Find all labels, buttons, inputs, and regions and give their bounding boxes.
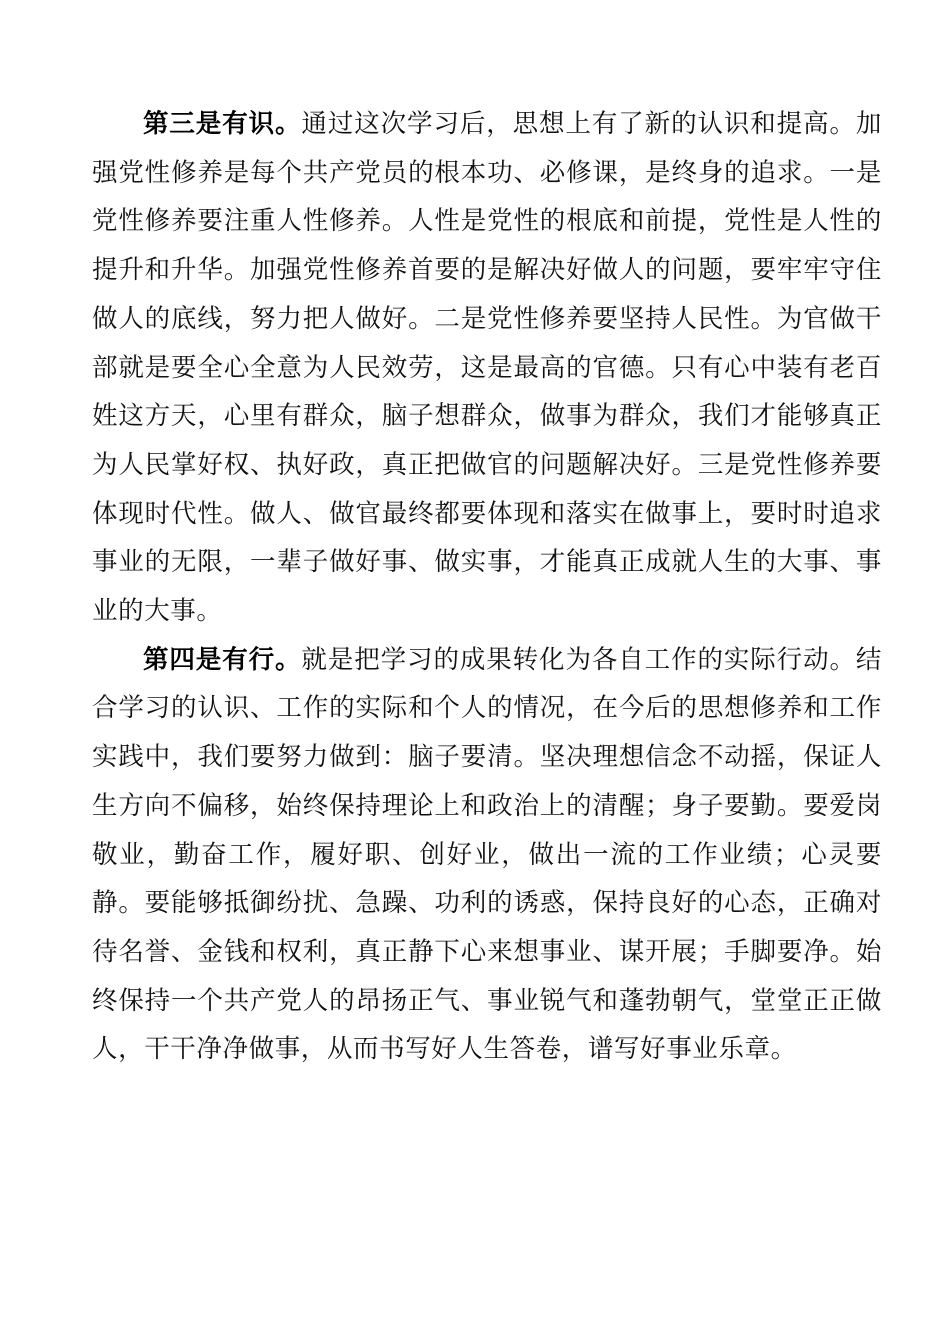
paragraph-text: 通过这次学习后，思想上有了新的认识和提高。加强党性修养是每个共产党员的根本功、必修课，是终身的追求。一是党性修养要注重人性修养。人性是党性的根底和前提，党性是人性的提升和升华。加强党性修养首要的是解决好做人的问题，要牢牢守住做人的底线，努力把人做好。二是党性修养要坚持人民性。为官做干部就是要全心全意为人民效劳，这是最高的官德。只有心中装有老百姓这方天，心里有群众，脑子想群众，做事为群众，我们才能够真正为人民掌好权、执好政，真正把做官的问题解决好。三是党性修养要体现时代性。做人、做官最终都要体现和落实在做事上，要时时追求事业的无限，一辈子做好事、做实事，才能真正成就人生的大事、事业的大事。	[92, 109, 882, 627]
paragraph-text: 就是把学习的成果转化为各自工作的实际行动。结合学习的认识、工作的实际和个人的情况，在今后的思想修养和工作实践中，我们要努力做到：脑子要清。坚决理想信念不动摇，保证人生方向不偏移，始终保持理论上和政治上的清醒；身子要勤。要爱岗敬业，勤奋工作，履好职、创好业，做出一流的工作业绩；心灵要静。要能够抵御纷扰、急躁、功利的诱惑，保持良好的心态，正确对待名誉、金钱和权利，真正静下心来想事业、谋开展；手脚要净。始终保持一个共产党人的昂扬正气、事业锐气和蓬勃朝气，堂堂正正做人，干干净净做事，从而书写好人生答卷，谱写好事业乐章。	[92, 644, 882, 1065]
paragraph-you-shi	[92, 100, 882, 636]
document-body	[92, 100, 882, 1074]
paragraph-heading: 第三是有识。	[143, 109, 302, 139]
paragraph-you-xing	[92, 636, 882, 1074]
paragraph-heading: 第四是有行。	[143, 644, 302, 675]
